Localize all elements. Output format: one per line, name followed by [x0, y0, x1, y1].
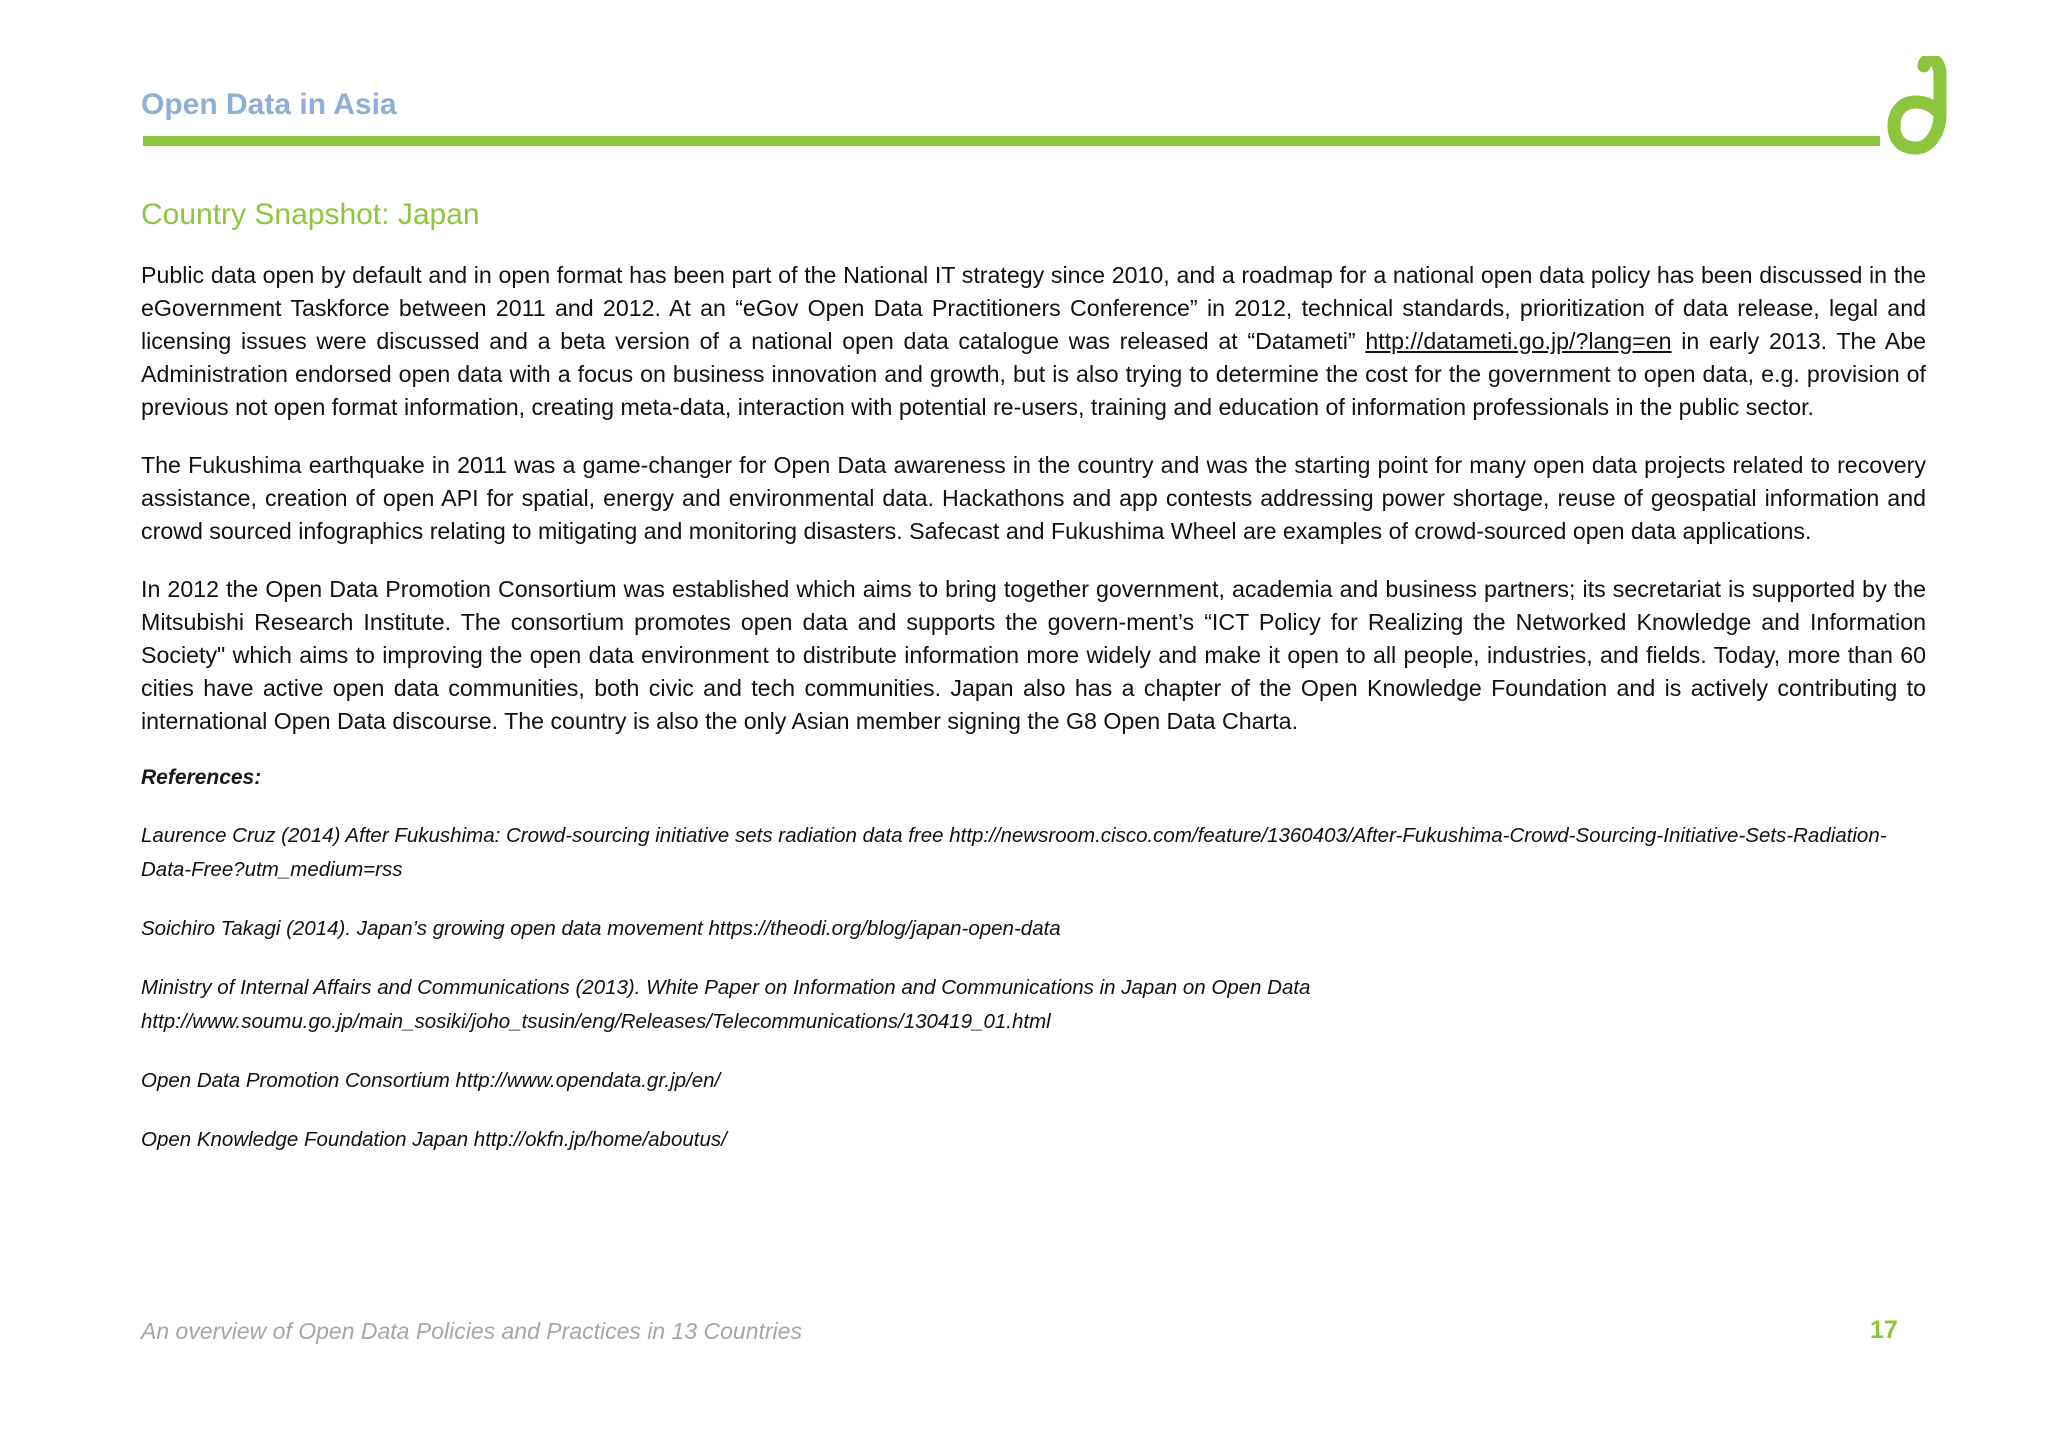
section-heading: Country Snapshot: Japan — [141, 198, 480, 231]
paragraph-1-text-b: in early 2013. The Abe Administration endorsed open data with a focus on business innovation and growth, but is also trying to determine the cost for the government to open data, e.g. provision of previous not open format information, creating meta-data, interaction with potential re-users, training and education of information professionals in the public sector. — [141, 328, 1926, 420]
header-divider — [143, 136, 1880, 146]
page-number: 17 — [1870, 1316, 1898, 1344]
paragraph-3: In 2012 the Open Data Promotion Consortium was established which aims to bring together government, academia and business partners; its secretariat is supported by the Mitsubishi Research Institute. The consortium promotes open data and supports the govern-ment’s “ICT Policy for Realizing the Networked Knowledge and Information Society" which aims to improving the open data environment to distribute information more widely and make it open to all people, industries, and fields. Today, more than 60 cities have active open data communities, both civic and tech communities. Japan also has a chapter of the Open Knowledge Foundation and is actively contributing to international Open Data discourse. The country is also the only Asian member signing the G8 Open Data Charta. — [141, 576, 1926, 734]
references-heading: References: — [141, 766, 262, 789]
datameti-link[interactable]: http://datameti.go.jp/?lang=en — [1365, 328, 1672, 354]
reference-item: Laurence Cruz (2014) After Fukushima: Crowd-sourcing initiative sets radiation data free http://newsroom.cisco.com/feature/1360403/After-Fukushima-Crowd-Sourcing-Initiative-Sets-Radiation-Data-Free?utm_medium=rss — [141, 824, 1887, 881]
paragraph-1-text-a: Public data open by default and in open format has been part of the National IT strategy since 2010, and a roadmap for a national open data policy has been discussed in the eGovernment Taskforce between 2011 and 2012. At an “eGov Open Data Practitioners Conference” in 2012, technical standards, prioritization of data release, legal and licensing issues were discussed and a beta version of a national open data catalogue was released at “Datameti” — [141, 262, 1926, 354]
reference-item: Open Data Promotion Consortium http://www.opendata.gr.jp/en/ — [141, 1069, 721, 1092]
footer-text: An overview of Open Data Policies and Practices in 13 Countries — [141, 1318, 802, 1344]
main-content — [141, 195, 1926, 1182]
paragraph-2: The Fukushima earthquake in 2011 was a game-changer for Open Data awareness in the country and was the starting point for many open data projects related to recovery assistance, creation of open API for spatial, energy and environmental data. Hackathons and app contests addressing power shortage, reuse of geospatial information and crowd sourced infographics relating to mitigating and monitoring disasters. Safecast and Fukushima Wheel are examples of crowd-sourced open data applications. — [141, 452, 1926, 544]
reference-item: Open Knowledge Foundation Japan http://okfn.jp/home/aboutus/ — [141, 1128, 727, 1151]
paragraph-1 — [141, 259, 1926, 424]
reference-item: Ministry of Internal Affairs and Communications (2013). White Paper on Information and Communications in Japan on Open Data http://www.soumu.go.jp/main_sosiki/joho_tsusin/eng/Releases/Telecommunications/130419_01.html — [141, 976, 1311, 1033]
header-title: Open Data in Asia — [141, 88, 397, 121]
reference-item: Soichiro Takagi (2014). Japan’s growing open data movement https://theodi.org/blog/japan-open-data — [141, 917, 1061, 940]
open-data-logo-icon — [1880, 56, 1950, 156]
